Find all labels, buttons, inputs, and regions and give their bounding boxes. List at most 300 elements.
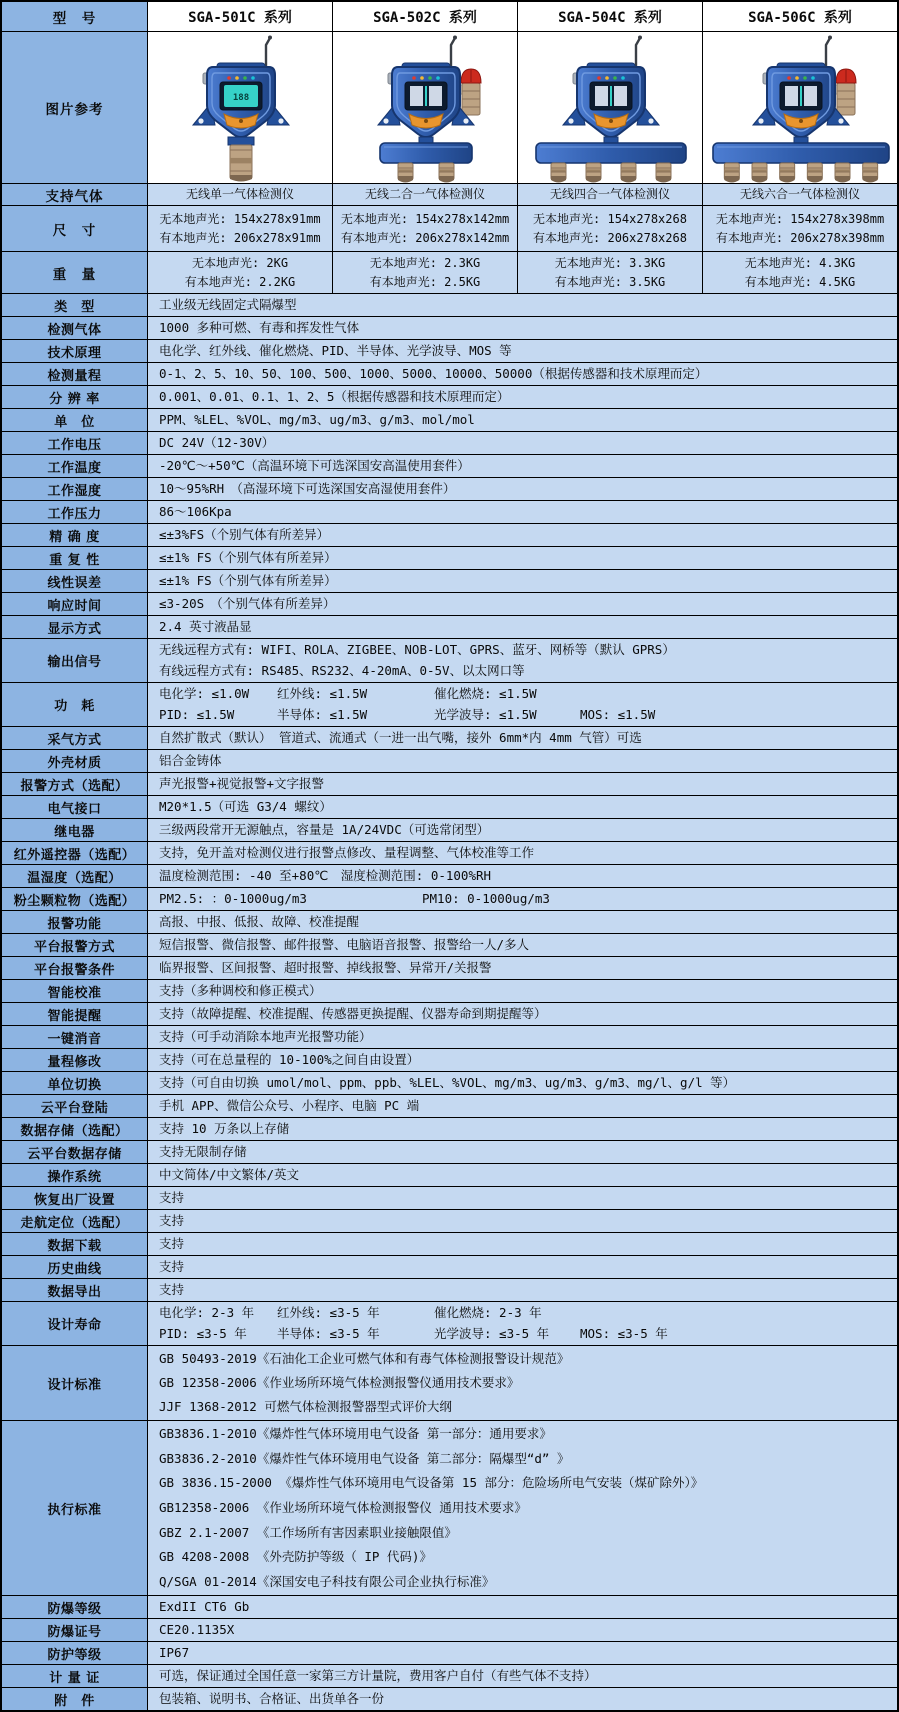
row-value-line: [159, 1397, 891, 1417]
row-label: 恢复出厂设置: [2, 1187, 148, 1210]
row-value-line: [159, 1119, 891, 1139]
spec-row: [2, 409, 897, 432]
row-value-line: [159, 843, 891, 863]
row-label: 智能校准: [2, 980, 148, 1003]
spec-row: [2, 1346, 897, 1421]
row-value: [148, 1279, 897, 1302]
row-label: 云平台登陆: [2, 1095, 148, 1118]
row-label: 重 复 性: [2, 547, 148, 570]
spec-row: [2, 819, 897, 842]
row-value: [148, 934, 897, 957]
row-value-line: [159, 1004, 891, 1024]
spec-row: [2, 1187, 897, 1210]
row-value: [148, 1619, 897, 1642]
row-value-segment: GB 50493-2019《石油化工企业可燃气体和有毒气体检测报警设计规范》: [159, 1351, 570, 1366]
row-value-segment: 支持 10 万条以上存储: [159, 1121, 290, 1136]
row-value: [148, 386, 897, 409]
row-value-segment: -20℃～+50℃（高温环境下可选深国安高温使用套件）: [159, 458, 470, 473]
compare-value: [518, 206, 703, 252]
row-value: [148, 340, 897, 363]
row-value-segment: JJF 1368-2012 可燃气体检测报警器型式评价大纲: [159, 1399, 452, 1414]
row-value-line: [159, 295, 891, 315]
row-value-segment: 电化学、红外线、催化燃烧、PID、半导体、光学波导、MOS 等: [159, 343, 512, 358]
spec-section: [2, 294, 897, 1710]
spec-row: [2, 570, 897, 593]
row-label: 历史曲线: [2, 1256, 148, 1279]
compare-value: [518, 184, 703, 206]
row-label: 云平台数据存储: [2, 1141, 148, 1164]
compare-value: [703, 206, 897, 252]
row-value-segment: PPM、%LEL、%VOL、mg/m3、ug/m3、g/m3、mol/mol: [159, 412, 475, 427]
row-value: [148, 409, 897, 432]
row-label: 附 件: [2, 1688, 148, 1710]
row-value: [148, 501, 897, 524]
row-value: [148, 796, 897, 819]
spec-row: [2, 294, 897, 317]
compare-value-line: 无本地声光: 154x278x268: [533, 211, 687, 226]
spec-row: [2, 1421, 897, 1596]
row-value: [148, 683, 897, 727]
row-value-line: [159, 364, 891, 384]
row-label: 数据存储（选配）: [2, 1118, 148, 1141]
row-label: 温湿度（选配）: [2, 865, 148, 888]
row-value-segment: 有线远程方式有: RS485、RS232、4-20mA、0-5V、以太网口等: [159, 662, 525, 678]
compare-row: [2, 252, 897, 294]
row-value: [148, 727, 897, 750]
model-name-sga-504c: SGA-504C 系列: [518, 2, 703, 32]
spec-row: [2, 1141, 897, 1164]
row-value-segment: 可选，保证通过全国任意一家第三方计量院，费用客户自付（有些气体不支持）: [159, 1668, 597, 1683]
row-label: 支持气体: [2, 184, 148, 206]
compare-value-line: 无本地声光: 154x278x142mm: [340, 211, 510, 226]
row-value-segment: 光学波导: ≤1.5W: [434, 706, 537, 722]
row-value-segment: M20*1.5（可选 G3/4 螺纹）: [159, 799, 332, 814]
row-value-segment: PM2.5: ：0-1000ug/m3: [159, 891, 307, 906]
row-label: 防护等级: [2, 1642, 148, 1665]
row-value: [148, 1072, 897, 1095]
compare-value-line: 有本地声光: 2.5KG: [369, 274, 481, 289]
row-value-line: [159, 1689, 891, 1709]
row-value-line: [159, 912, 891, 932]
row-value-line: [159, 1498, 891, 1518]
row-value: [148, 1003, 897, 1026]
row-value: [148, 1187, 897, 1210]
row-value-segment: 铝合金铸体: [159, 753, 222, 768]
row-label: 防爆等级: [2, 1596, 148, 1619]
compare-value-line: 有本地声光: 206x278x142mm: [340, 230, 510, 245]
row-value: [148, 1049, 897, 1072]
row-value-segment: 支持: [159, 1236, 185, 1251]
compare-value-line: 有本地声光: 206x278x398mm: [715, 230, 885, 245]
row-value-segment: 工业级无线固定式隔爆型: [159, 297, 297, 312]
row-value-segment: 0-1、2、5、10、50、100、500、1000、5000、10000、50000（根据传感器和技术原理而定）: [159, 366, 708, 381]
compare-value-line: 无线单一气体检测仪: [185, 187, 294, 201]
row-value-segment: Q/SGA 01-2014《深国安电子科技有限公司企业执行标准》: [159, 1573, 495, 1589]
row-label: 数据下载: [2, 1233, 148, 1256]
row-value-line: [159, 1643, 891, 1663]
spec-row: [2, 842, 897, 865]
row-label: 继电器: [2, 819, 148, 842]
row-value-line: [159, 935, 891, 955]
row-value-segment: PID: ≤3-5 年: [159, 1325, 247, 1341]
spec-row: [2, 1642, 897, 1665]
row-value-line: [159, 1473, 891, 1493]
row-value: [148, 432, 897, 455]
row-value-line: [159, 1523, 891, 1543]
row-value: [148, 1346, 897, 1421]
model-header-row: [2, 2, 897, 32]
row-label: 尺 寸: [2, 206, 148, 252]
row-value: [148, 363, 897, 386]
spec-row: [2, 455, 897, 478]
row-value-line: [159, 751, 891, 771]
spec-row: [2, 911, 897, 934]
row-value-segment: 半导体: ≤1.5W: [277, 706, 368, 722]
row-value: [148, 616, 897, 639]
spec-row: [2, 340, 897, 363]
row-label: 操作系统: [2, 1164, 148, 1187]
spec-row: [2, 1049, 897, 1072]
compare-value: [333, 252, 518, 294]
row-label: 线性误差: [2, 570, 148, 593]
row-label: 报警方式（选配）: [2, 773, 148, 796]
image-row-label: 图片参考: [2, 32, 148, 184]
row-value-line: [159, 571, 891, 591]
model-name-sga-502c: SGA-502C 系列: [333, 2, 518, 32]
row-value-line: [159, 1027, 891, 1047]
row-label: 检测气体: [2, 317, 148, 340]
compare-value: [148, 252, 333, 294]
compare-value-line: 无本地声光: 2KG: [191, 255, 289, 270]
row-value: [148, 478, 897, 501]
row-value: [148, 865, 897, 888]
row-value: [148, 957, 897, 980]
compare-value: [333, 184, 518, 206]
spec-row: [2, 934, 897, 957]
row-label: 精 确 度: [2, 524, 148, 547]
row-value-segment: 支持，免开盖对检测仪进行报警点修改、量程调整、气体校准等工作: [159, 845, 535, 860]
compare-value-line: 有本地声光: 2.2KG: [184, 274, 296, 289]
row-value: [148, 1302, 897, 1346]
row-label: 输出信号: [2, 639, 148, 683]
row-value-line: [159, 774, 891, 794]
row-value-segment: 支持: [159, 1282, 185, 1297]
row-value-line: [159, 387, 891, 407]
row-value-segment: 电化学: ≤1.0W: [159, 686, 250, 702]
row-label: 防爆证号: [2, 1619, 148, 1642]
row-value: [148, 593, 897, 616]
compare-value: [518, 252, 703, 294]
row-value: [148, 294, 897, 317]
row-value-line: [159, 1424, 891, 1444]
compare-row: [2, 184, 897, 206]
row-label: 显示方式: [2, 616, 148, 639]
row-label: 检测量程: [2, 363, 148, 386]
row-value-line: [159, 705, 891, 725]
row-value-line: [159, 1620, 891, 1640]
row-value-line: [159, 1211, 891, 1231]
row-value: [148, 547, 897, 570]
row-value-line: [159, 318, 891, 338]
model-name-sga-501c: SGA-501C 系列: [148, 2, 333, 32]
compare-value-line: 无线二合一气体检测仪: [364, 187, 485, 201]
compare-value-line: 有本地声光: 3.5KG: [554, 274, 666, 289]
spec-row: [2, 957, 897, 980]
row-label: 一键消音: [2, 1026, 148, 1049]
row-value-segment: 10～95%RH （高湿环境下可选深国安高湿使用套件）: [159, 481, 456, 496]
spec-row: [2, 865, 897, 888]
row-value-segment: 高报、中报、低报、故障、校准提醒: [159, 914, 360, 929]
row-value-segment: 手机 APP、微信公众号、小程序、电脑 PC 端: [159, 1098, 420, 1113]
row-value-line: [159, 661, 891, 681]
row-label: 分 辨 率: [2, 386, 148, 409]
row-value: [148, 1164, 897, 1187]
row-value-segment: 催化燃烧: 2-3 年: [434, 1305, 542, 1321]
row-value-line: [159, 797, 891, 817]
row-label: 单 位: [2, 409, 148, 432]
spec-row: [2, 888, 897, 911]
compare-value-line: 有本地声光: 206x278x91mm: [159, 230, 321, 245]
row-label: 工作压力: [2, 501, 148, 524]
compare-value: [333, 206, 518, 252]
row-value-segment: 0.001、0.01、0.1、1、2、5（根据传感器和技术原理而定）: [159, 389, 510, 404]
device-image-sga-506c: [703, 32, 897, 184]
spec-row: [2, 386, 897, 409]
row-value-segment: ExdII CT6 Gb: [159, 1599, 250, 1614]
row-value-line: [159, 1303, 891, 1323]
row-value-segment: 支持: [159, 1259, 185, 1274]
spec-row: [2, 1233, 897, 1256]
spec-row: [2, 616, 897, 639]
row-label: 智能提醒: [2, 1003, 148, 1026]
compare-value: [148, 206, 333, 252]
row-value: [148, 980, 897, 1003]
row-value: [148, 1095, 897, 1118]
spec-row: [2, 501, 897, 524]
row-value-segment: 中文简体/中文繁体/英文: [159, 1167, 300, 1182]
spec-row: [2, 1596, 897, 1619]
row-value-segment: 包装箱、说明书、合格证、出货单各一份: [159, 1691, 385, 1706]
row-value-segment: GB12358-2006 《作业场所环境气体检测报警仪 通用技术要求》: [159, 1499, 527, 1515]
row-value-line: [159, 1050, 891, 1070]
compare-value-line: 有本地声光: 206x278x268: [533, 230, 687, 245]
row-label: 设计标准: [2, 1346, 148, 1421]
row-label: 采气方式: [2, 727, 148, 750]
spec-row: [2, 1003, 897, 1026]
row-value-segment: 光学波导: ≤3-5 年: [434, 1325, 550, 1341]
spec-row: [2, 1210, 897, 1233]
row-value-line: [159, 820, 891, 840]
spec-row: [2, 1688, 897, 1710]
compare-value-line: 无线四合一气体检测仪: [549, 187, 670, 201]
row-value-segment: 红外线: ≤3-5 年: [277, 1305, 380, 1321]
row-value-segment: 支持（多种调校和修正模式）: [159, 983, 322, 998]
row-value-line: [159, 1449, 891, 1469]
spec-row: [2, 524, 897, 547]
row-value-line: [159, 1349, 891, 1369]
row-label: 重 量: [2, 252, 148, 294]
row-value-segment: 声光报警+视觉报警+文字报警: [159, 776, 325, 791]
compare-value-line: 无本地声光: 154x278x91mm: [159, 211, 321, 226]
row-value: [148, 317, 897, 340]
compare-value-line: 无本地声光: 4.3KG: [744, 255, 856, 270]
spec-row: [2, 980, 897, 1003]
row-value: [148, 455, 897, 478]
row-value-line: [159, 1073, 891, 1093]
spec-row: [2, 1279, 897, 1302]
row-value-line: [159, 502, 891, 522]
row-value-segment: DC 24V（12-30V）: [159, 435, 275, 450]
compare-section: [2, 184, 897, 294]
row-value: [148, 911, 897, 934]
row-value-segment: 半导体: ≤3-5 年: [277, 1325, 380, 1341]
row-value: [148, 750, 897, 773]
row-value: [148, 1118, 897, 1141]
row-value: [148, 1642, 897, 1665]
row-value-line: [159, 1257, 891, 1277]
row-value: [148, 1256, 897, 1279]
compare-value: [703, 252, 897, 294]
spec-row: [2, 363, 897, 386]
row-value-line: [159, 1234, 891, 1254]
row-label: 响应时间: [2, 593, 148, 616]
row-value-segment: ≤±1% FS（个别气体有所差异）: [159, 573, 337, 588]
spec-row: [2, 317, 897, 340]
row-value-segment: GB 3836.15-2000 《爆炸性气体环境用电气设备第 15 部分：危险场所电气安装（煤矿除外）》: [159, 1475, 704, 1491]
row-value-line: [159, 433, 891, 453]
row-value-line: [159, 1280, 891, 1300]
row-value-segment: 2.4 英寸液晶显: [159, 619, 252, 634]
row-label: 外壳材质: [2, 750, 148, 773]
compare-row: [2, 206, 897, 252]
row-value-segment: 红外线: ≤1.5W: [277, 686, 368, 702]
row-value-line: [159, 640, 891, 660]
row-label: 功 耗: [2, 683, 148, 727]
compare-value-line: 无本地声光: 2.3KG: [369, 255, 481, 270]
row-value: [148, 1233, 897, 1256]
row-value-segment: 自然扩散式（默认） 管道式、流通式（一进一出气嘴，接外 6mm*内 4mm 气管）可选: [159, 730, 642, 745]
row-value-segment: 支持（可手动消除本地声光报警功能）: [159, 1029, 372, 1044]
row-value-segment: 电化学: 2-3 年: [159, 1305, 255, 1321]
row-value-segment: 三级两段常开无源触点，容量是 1A/24VDC（可选常闭型）: [159, 822, 490, 837]
row-value: [148, 1026, 897, 1049]
row-value-segment: 短信报警、微信报警、邮件报警、电脑语音报警、报警给一人/多人: [159, 937, 530, 952]
row-label: 工作温度: [2, 455, 148, 478]
row-value-segment: 支持（可自由切换 umol/mol、ppm、ppb、%LEL、%VOL、mg/m3、ug/m3、g/m3、mg/l、g/l 等）: [159, 1075, 736, 1090]
spec-row: [2, 796, 897, 819]
row-value: [148, 1688, 897, 1710]
row-label: 数据导出: [2, 1279, 148, 1302]
row-value: [148, 1421, 897, 1596]
device-image-sga-502c: [333, 32, 518, 184]
row-value-segment: 临界报警、区间报警、超时报警、掉线报警、异常开/关报警: [159, 960, 492, 975]
row-label: 计 量 证: [2, 1665, 148, 1688]
row-value-line: [159, 456, 891, 476]
row-value-segment: 支持（可在总量程的 10-100%之间自由设置）: [159, 1052, 420, 1067]
compare-value: [703, 184, 897, 206]
spec-row: [2, 1095, 897, 1118]
row-label: 走航定位（选配）: [2, 1210, 148, 1233]
row-value-line: [159, 889, 891, 909]
spec-row: [2, 1665, 897, 1688]
row-value: [148, 1210, 897, 1233]
row-value-segment: ≤3-20S （个别气体有所差异）: [159, 596, 336, 611]
row-value-line: [159, 617, 891, 637]
row-label: 报警功能: [2, 911, 148, 934]
spec-row: [2, 1619, 897, 1642]
row-label: 量程修改: [2, 1049, 148, 1072]
spec-row: [2, 1302, 897, 1346]
row-value-segment: 支持: [159, 1213, 185, 1228]
row-value: [148, 570, 897, 593]
row-value-segment: 1000 多种可燃、有毒和挥发性气体: [159, 320, 360, 335]
device-image-sga-501c: [148, 32, 333, 184]
row-label: 平台报警条件: [2, 957, 148, 980]
spec-row: [2, 1026, 897, 1049]
row-value-segment: 催化燃烧: ≤1.5W: [434, 686, 537, 702]
row-value-line: [159, 1096, 891, 1116]
row-value-segment: 温度检测范围: -40 至+80℃ 湿度检测范围: 0-100%RH: [159, 868, 492, 883]
spec-row: [2, 639, 897, 683]
compare-value-line: 无本地声光: 154x278x398mm: [715, 211, 885, 226]
row-label: 技术原理: [2, 340, 148, 363]
row-value-segment: 支持: [159, 1190, 185, 1205]
row-value-line: [159, 1324, 891, 1344]
row-label: 粉尘颗粒物（选配）: [2, 888, 148, 911]
row-label: 设计寿命: [2, 1302, 148, 1346]
spec-row: [2, 432, 897, 455]
spec-row: [2, 1072, 897, 1095]
row-value-segment: GB 12358-2006《作业场所环境气体检测报警仪通用技术要求》: [159, 1375, 520, 1390]
row-value-line: [159, 341, 891, 361]
spec-row: [2, 727, 897, 750]
image-row: [2, 32, 897, 184]
row-value: [148, 773, 897, 796]
row-value: [148, 888, 897, 911]
compare-value-line: 无本地声光: 3.3KG: [554, 255, 666, 270]
row-value-line: [159, 1373, 891, 1393]
row-value-line: [159, 1188, 891, 1208]
row-value-line: [159, 594, 891, 614]
spec-row: [2, 683, 897, 727]
row-value-segment: GBZ 2.1-2007 《工作场所有害因素职业接触限值》: [159, 1524, 457, 1540]
row-value-line: [159, 1547, 891, 1567]
row-value: [148, 1141, 897, 1164]
model-name-sga-506c: SGA-506C 系列: [703, 2, 897, 32]
spec-row: [2, 750, 897, 773]
row-value-segment: ≤±3%FS（个别气体有所差异）: [159, 527, 330, 542]
row-value-segment: 86～106Kpa: [159, 504, 232, 519]
spec-row: [2, 1256, 897, 1279]
spec-row: [2, 1164, 897, 1187]
row-label: 电气接口: [2, 796, 148, 819]
spec-row: [2, 1118, 897, 1141]
row-label: 红外遥控器（选配）: [2, 842, 148, 865]
row-label: 平台报警方式: [2, 934, 148, 957]
row-value-line: [159, 981, 891, 1001]
compare-value-line: 无线六合一气体检测仪: [739, 187, 860, 201]
row-value: [148, 639, 897, 683]
spec-row: [2, 773, 897, 796]
row-value-segment: ≤±1% FS（个别气体有所差异）: [159, 550, 337, 565]
compare-value-line: 有本地声光: 4.5KG: [744, 274, 856, 289]
row-value: [148, 1596, 897, 1619]
row-value: [148, 819, 897, 842]
model-header-label: 型 号: [2, 2, 148, 32]
row-value-segment: MOS: ≤3-5 年: [580, 1325, 668, 1341]
row-value-segment: GB 4208-2008 《外壳防护等级（ IP 代码)》: [159, 1549, 432, 1565]
row-value-line: [159, 1572, 891, 1592]
